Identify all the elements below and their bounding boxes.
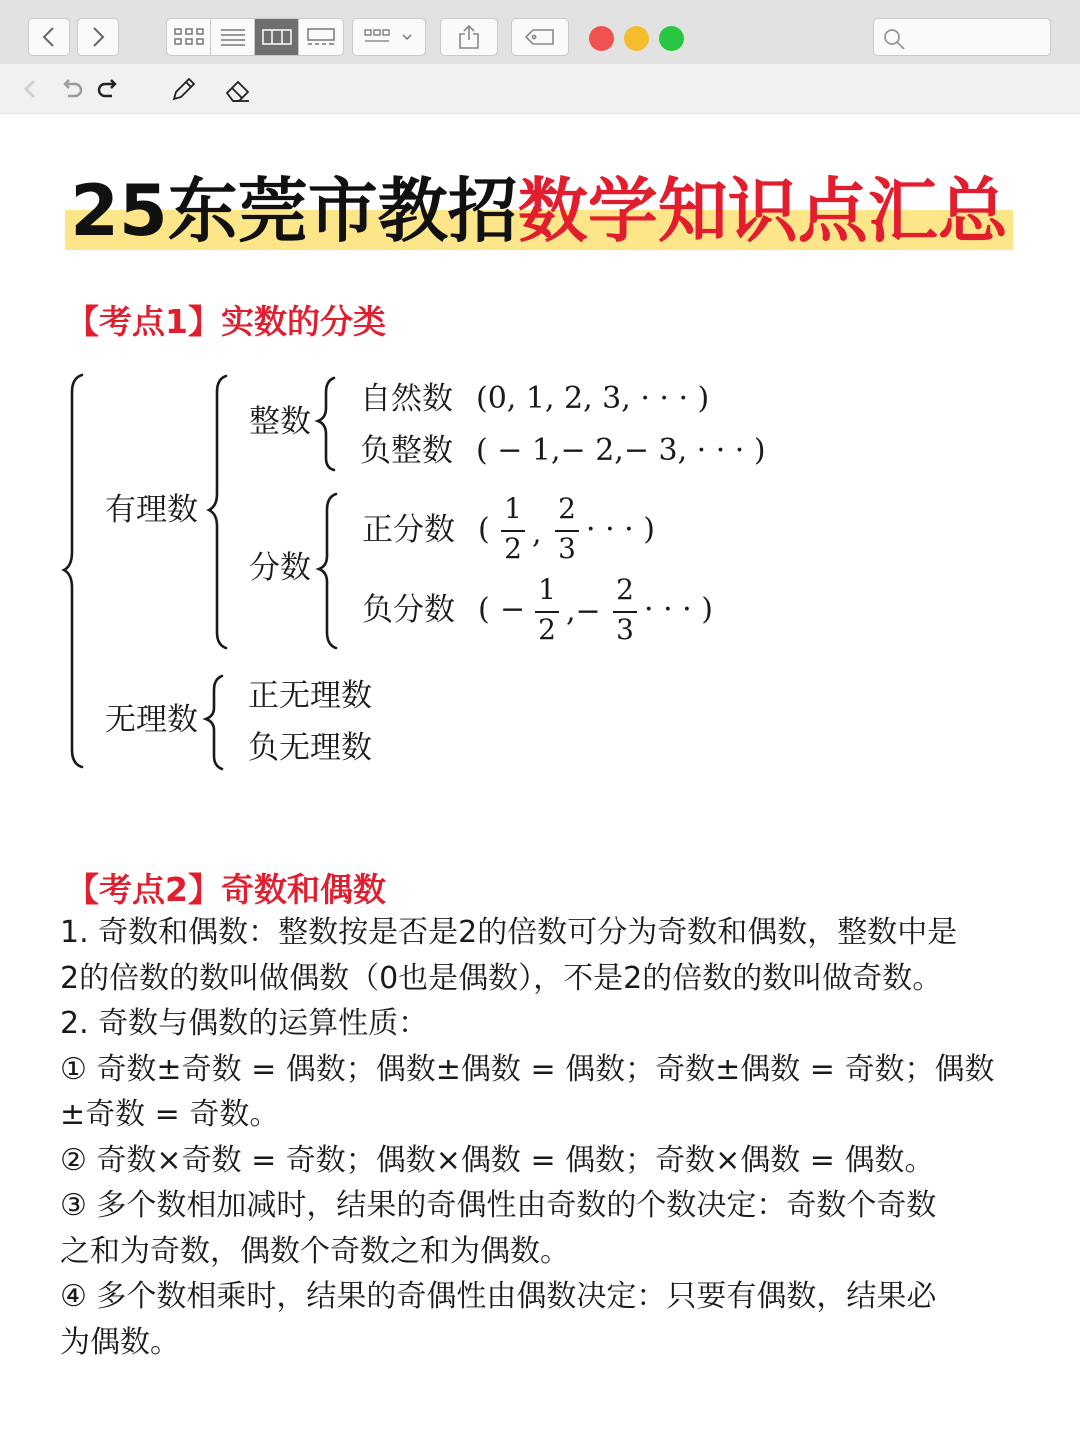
irrational-label: 无理数 bbox=[105, 702, 198, 738]
natural-set: (0, 1, 2, 3, · · · ) bbox=[476, 381, 710, 416]
body-line: ② 奇数×奇数 = 奇数；偶数×偶数 = 偶数；奇数×偶数 = 偶数。 bbox=[60, 1142, 935, 1178]
body-line: 1. 奇数和偶数：整数按是否是2的倍数可分为奇数和偶数，整数中是 bbox=[60, 915, 958, 950]
section1-heading: 【考点1】实数的分类 bbox=[66, 302, 386, 341]
group-by-icon bbox=[363, 27, 415, 47]
pos-fraction-label: 正分数 bbox=[362, 512, 455, 548]
close-window-button[interactable] bbox=[589, 26, 614, 51]
pos-fraction-rest: · · · ) bbox=[586, 512, 655, 547]
forward-button[interactable] bbox=[77, 18, 119, 56]
pos-irrational-label: 正无理数 bbox=[248, 678, 372, 714]
rational-label: 有理数 bbox=[105, 492, 198, 528]
page-title bbox=[65, 168, 1013, 258]
column-view-icon bbox=[262, 27, 292, 47]
real-number-brace bbox=[64, 375, 82, 767]
back-button[interactable] bbox=[28, 18, 70, 56]
minimize-window-button[interactable] bbox=[624, 26, 649, 51]
undo-icon[interactable] bbox=[58, 77, 84, 101]
pos-fraction-comma: , bbox=[532, 516, 542, 551]
grid-view-button[interactable] bbox=[167, 19, 211, 55]
list-view-button[interactable] bbox=[211, 19, 255, 55]
grid-view-icon bbox=[174, 27, 204, 47]
list-view-icon bbox=[220, 27, 246, 47]
pos-fraction-open: ( bbox=[478, 512, 490, 547]
chevron-left-icon bbox=[41, 26, 57, 48]
fraction-neg-one-half: 1 2 bbox=[533, 575, 561, 649]
body-line: 2的倍数的数叫做偶数（0也是偶数），不是2的倍数的数叫做奇数。 bbox=[60, 960, 943, 996]
body-line: ③ 多个数相加减时，结果的奇偶性由奇数的个数决定：奇数个奇数 bbox=[60, 1188, 937, 1223]
view-mode-switch bbox=[166, 18, 344, 56]
gallery-view-icon bbox=[306, 27, 336, 47]
neg-integer-set: ( − 1,− 2,− 3, · · · ) bbox=[476, 433, 766, 468]
chevron-right-icon bbox=[90, 26, 106, 48]
app-toolbar bbox=[0, 0, 1080, 64]
redo-icon[interactable] bbox=[96, 77, 122, 101]
body-line: 之和为奇数，偶数个奇数之和为偶数。 bbox=[60, 1233, 570, 1269]
share-icon bbox=[457, 24, 481, 50]
back-arrow-icon[interactable] bbox=[20, 77, 40, 101]
natural-label: 自然数 bbox=[360, 381, 453, 417]
irrational-brace bbox=[206, 676, 222, 769]
body-line: 为偶数。 bbox=[60, 1324, 180, 1360]
column-view-button[interactable] bbox=[255, 19, 299, 55]
share-button[interactable] bbox=[440, 18, 498, 56]
tag-button[interactable] bbox=[511, 18, 569, 56]
editing-toolbar bbox=[0, 64, 1080, 114]
neg-fraction-separator: ,− bbox=[566, 594, 601, 629]
body-line: ① 奇数±奇数 = 偶数；偶数±偶数 = 偶数；奇数±偶数 = 奇数；偶数 bbox=[60, 1051, 995, 1087]
title-part-black: 25东莞市教招 bbox=[70, 170, 518, 252]
fraction-one-half: 1 2 bbox=[499, 494, 527, 568]
neg-fraction-open: ( bbox=[478, 592, 490, 627]
body-line: 2. 奇数与偶数的运算性质： bbox=[60, 1006, 429, 1041]
fraction-two-thirds: 2 3 bbox=[553, 494, 581, 568]
integer-label: 整数 bbox=[249, 404, 311, 440]
fraction-brace bbox=[319, 494, 336, 648]
tag-icon bbox=[525, 28, 555, 46]
group-by-button[interactable] bbox=[352, 18, 426, 56]
zoom-window-button[interactable] bbox=[659, 26, 684, 51]
integer-brace bbox=[318, 378, 334, 470]
neg-fraction-label: 负分数 bbox=[362, 592, 455, 628]
section2-body bbox=[60, 910, 1020, 1365]
fraction-neg-two-thirds: 2 3 bbox=[611, 575, 639, 649]
neg-integer-label: 负整数 bbox=[360, 433, 453, 469]
eraser-icon[interactable] bbox=[224, 77, 252, 103]
section2-heading: 【考点2】奇数和偶数 bbox=[66, 870, 386, 909]
neg-irrational-label: 负无理数 bbox=[248, 730, 372, 766]
gallery-view-button[interactable] bbox=[299, 19, 343, 55]
title-part-red: 数学知识点汇总 bbox=[517, 170, 1008, 252]
body-line: ④ 多个数相乘时，结果的奇偶性由偶数决定：只要有偶数，结果必 bbox=[60, 1279, 937, 1314]
neg-fraction-minus: − bbox=[500, 592, 526, 627]
pencil-icon[interactable] bbox=[170, 77, 196, 103]
fraction-label: 分数 bbox=[249, 550, 311, 586]
search-icon bbox=[882, 27, 906, 51]
search-field[interactable] bbox=[873, 18, 1051, 56]
neg-fraction-rest: · · · ) bbox=[644, 592, 713, 627]
rational-brace bbox=[209, 376, 226, 648]
body-line: ±奇数 = 奇数。 bbox=[60, 1097, 280, 1132]
